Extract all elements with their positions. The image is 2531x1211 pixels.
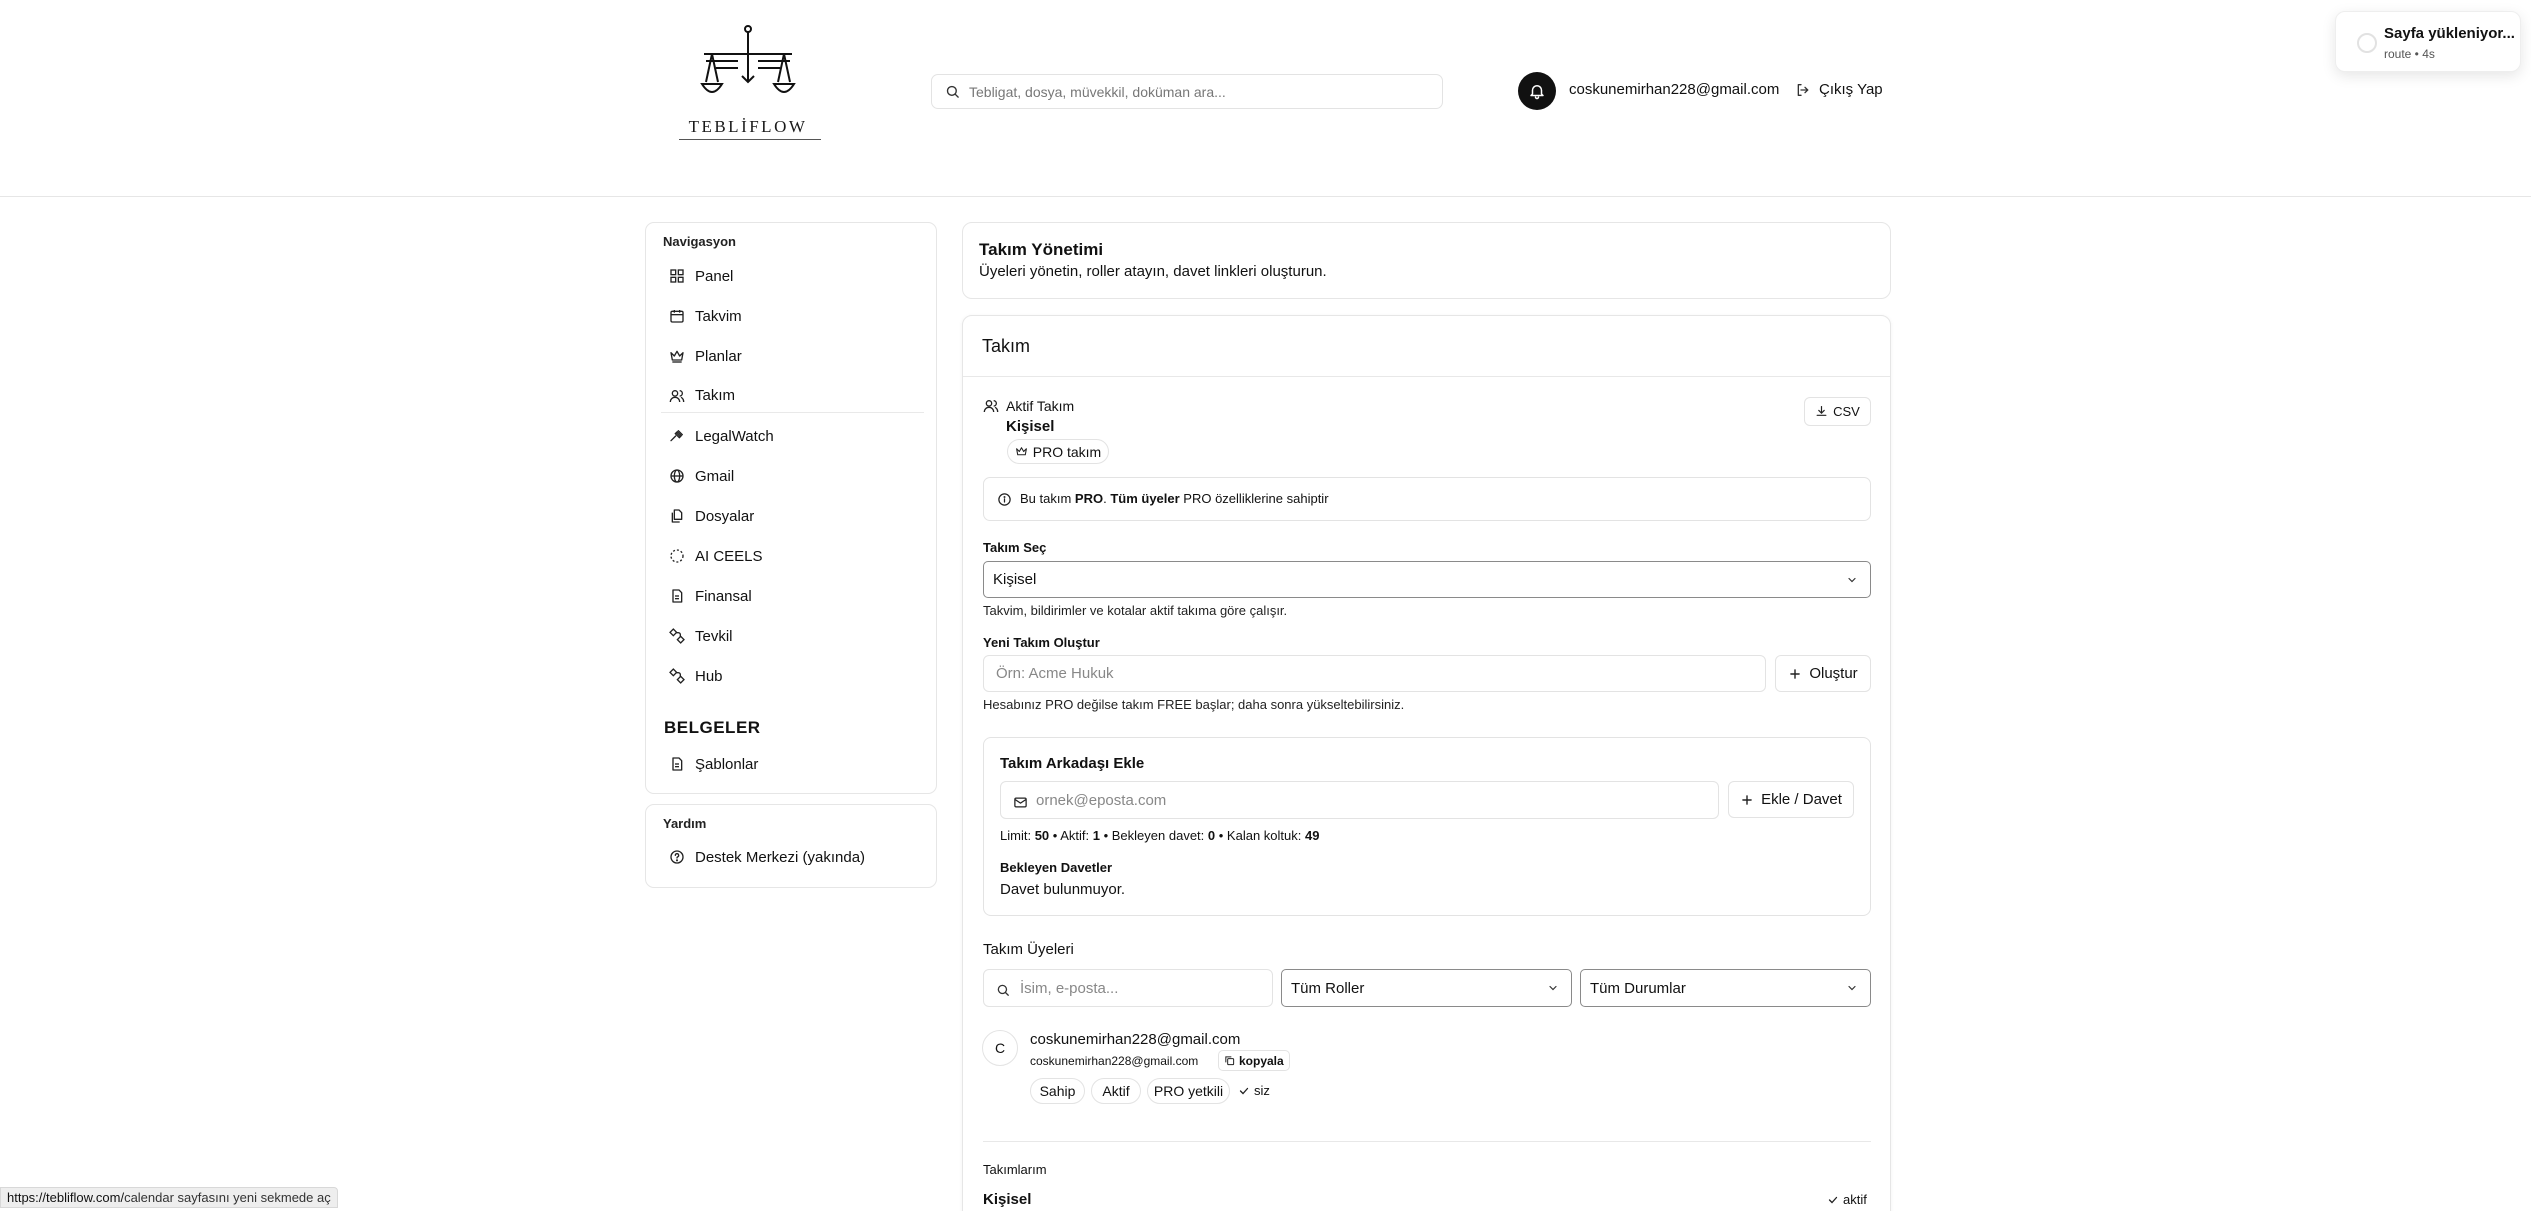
role-filter-value: Tüm Roller <box>1291 979 1365 997</box>
plus-icon <box>1740 793 1754 807</box>
my-teams-title: Takımlarım <box>983 1162 1047 1177</box>
team-select-hint: Takvim, bildirimler ve kotalar aktif takıma göre çalışır. <box>983 603 1288 618</box>
logo-text: TEBLİFLOW <box>688 117 808 136</box>
sidebar-item-takim[interactable] <box>661 379 924 413</box>
pending-invites-empty: Davet bulunmuyor. <box>1000 881 1126 898</box>
check-icon <box>1238 1085 1250 1097</box>
spinner-icon <box>2357 33 2377 53</box>
pro-team-badge <box>1007 439 1109 464</box>
notice-pro: PRO <box>1074 491 1104 506</box>
invite-button[interactable] <box>1728 781 1854 818</box>
member-search-placeholder: İsim, e-posta... <box>1020 979 1119 997</box>
notifications-button[interactable] <box>1518 72 1556 110</box>
sidebar-item-panel[interactable] <box>661 259 924 293</box>
mail-icon <box>1013 795 1028 810</box>
page-subtitle: Üyeleri yönetin, roller atayın, davet linkleri oluşturun. <box>979 263 1327 280</box>
download-icon <box>1815 405 1828 418</box>
grid-icon <box>669 268 685 284</box>
role-badge <box>1030 1078 1085 1104</box>
logo-underline <box>679 139 821 140</box>
sidebar-item-label: Planlar <box>695 347 742 365</box>
status-badge <box>1091 1078 1141 1104</box>
sidebar-item-label: Şablonlar <box>695 755 759 773</box>
sidebar-item-label: AI CEELS <box>695 547 763 565</box>
sidebar-item-sablonlar[interactable] <box>661 747 924 781</box>
pro-badge-label: PRO yetkili <box>1153 1083 1224 1099</box>
users-icon <box>669 388 685 404</box>
self-indicator <box>1238 1083 1270 1098</box>
pending-invites-title: Bekleyen Davetler <box>1000 860 1113 875</box>
limit-value: 50 <box>1034 828 1050 843</box>
sidebar-item-label: Tevkil <box>695 627 733 645</box>
active-label: Aktif: <box>1060 828 1090 843</box>
sidebar-item-label: Dosyalar <box>695 507 755 525</box>
active-team-label: Aktif Takım <box>1006 398 1075 414</box>
search-icon <box>945 84 960 99</box>
sidebar-item-finansal[interactable] <box>661 579 924 613</box>
crown-icon <box>669 348 685 364</box>
copy-icon <box>1224 1055 1235 1066</box>
notice-all: Tüm üyeler <box>1110 491 1180 506</box>
my-team-status-label: aktif <box>1843 1192 1867 1207</box>
sidebar-item-ai-ceels[interactable] <box>661 539 924 573</box>
sidebar-item-label: Finansal <box>695 587 752 605</box>
seats-value: 49 <box>1304 828 1320 843</box>
pending-label: Bekleyen davet: <box>1111 828 1205 843</box>
calendar-icon <box>669 308 685 324</box>
csv-export-button[interactable] <box>1804 397 1871 426</box>
help-section-title: Yardım <box>663 816 707 831</box>
sidebar-item-dosyalar[interactable] <box>661 499 924 533</box>
avatar <box>982 1030 1018 1066</box>
member-email: coskunemirhan228@gmail.com <box>1030 1054 1199 1068</box>
help-circle-icon <box>669 849 685 865</box>
sidebar-item-label: Hub <box>695 667 723 685</box>
logout-icon <box>1795 82 1811 98</box>
members-title: Takım Üyeleri <box>983 941 1074 958</box>
search-input[interactable]: Tebligat, dosya, müvekkil, doküman ara... <box>969 83 1226 100</box>
create-team-placeholder: Örn: Acme Hukuk <box>996 665 1114 682</box>
active-team-name: Kişisel <box>1006 418 1055 435</box>
copy-label: kopyala <box>1239 1053 1284 1068</box>
sidebar-item-hub[interactable] <box>661 659 924 693</box>
status-filter-select[interactable] <box>1580 969 1871 1007</box>
self-label: siz <box>1254 1083 1270 1098</box>
sidebar-item-legalwatch[interactable] <box>661 419 924 453</box>
loading-toast <box>2335 11 2521 72</box>
sidebar-item-destek[interactable] <box>661 840 924 874</box>
create-team-button[interactable] <box>1775 655 1871 692</box>
sidebar-item-gmail[interactable] <box>661 459 924 493</box>
chevron-down-icon <box>1846 574 1858 586</box>
logout-label: Çıkış Yap <box>1819 81 1883 98</box>
check-icon <box>1827 1194 1839 1206</box>
globe-icon <box>669 468 685 484</box>
create-team-input[interactable] <box>983 655 1766 692</box>
team-select-value: Kişisel <box>993 571 1037 588</box>
chevron-down-icon <box>1547 982 1559 994</box>
role-badge-label: Sahip <box>1039 1083 1076 1099</box>
files-icon <box>669 508 685 524</box>
invite-email-input[interactable] <box>1000 781 1719 819</box>
notice-prefix: Bu takım <box>1020 491 1075 506</box>
seats-label: Kalan koltuk: <box>1226 828 1302 843</box>
invite-email-placeholder: ornek@eposta.com <box>1036 791 1167 809</box>
toast-subtitle: route • 4s <box>2384 47 2435 61</box>
status-text: calendar sayfasını yeni sekmede aç <box>124 1190 331 1205</box>
create-team-button-label: Oluştur <box>1809 665 1858 682</box>
role-filter-select[interactable] <box>1281 969 1572 1007</box>
status-badge-label: Aktif <box>1102 1083 1130 1099</box>
create-team-label: Yeni Takım Oluştur <box>983 635 1100 650</box>
page-header-card <box>962 222 1891 299</box>
sidebar-item-label: Takvim <box>695 307 742 325</box>
gavel-icon <box>669 428 685 444</box>
limit-label: Limit: <box>1000 828 1032 843</box>
section-divider <box>983 1141 1871 1142</box>
team-card-title: Takım <box>982 336 1031 356</box>
crown-icon <box>1015 445 1028 458</box>
invite-title: Takım Arkadaşı Ekle <box>1000 755 1145 772</box>
workflow-icon <box>669 628 685 644</box>
create-team-hint: Hesabınız PRO değilse takım FREE başlar; daha sonra yükseltebilirsiniz. <box>983 697 1405 712</box>
sidebar-item-takvim[interactable] <box>661 299 924 333</box>
sidebar-item-label: Destek Merkezi (yakında) <box>695 848 866 866</box>
status-filter-value: Tüm Durumlar <box>1590 979 1686 997</box>
avatar-initial: C <box>994 1040 1006 1056</box>
file-text-icon <box>669 588 685 604</box>
nav-section-title: Navigasyon <box>663 234 736 249</box>
active-value: 1 <box>1092 828 1100 843</box>
info-icon <box>997 492 1012 507</box>
member-name: coskunemirhan228@gmail.com <box>1030 1031 1241 1048</box>
users-icon <box>983 398 999 414</box>
notice-dot: . <box>1103 491 1111 506</box>
toast-title: Sayfa yükleniyor... <box>2384 25 2515 42</box>
page-title: Takım Yönetimi <box>979 240 1104 259</box>
sidebar-item-label: Takım <box>695 387 736 404</box>
seat-stats: Limit: 50 • Aktif: 1 • Bekleyen davet: 0 • Kalan koltuk: 49 <box>1000 828 1320 843</box>
user-email: coskunemirhan228@gmail.com <box>1569 81 1780 98</box>
my-team-status <box>1827 1192 1867 1207</box>
team-select-label: Takım Seç <box>983 540 1047 555</box>
chevron-down-icon <box>1846 982 1858 994</box>
loader-icon <box>669 548 685 564</box>
sidebar-item-planlar[interactable] <box>661 339 924 373</box>
workflow-icon <box>669 668 685 684</box>
invite-button-label: Ekle / Davet <box>1761 791 1842 808</box>
top-header <box>0 0 2531 197</box>
sidebar-item-label: Gmail <box>695 467 735 485</box>
pending-value: 0 <box>1207 828 1216 843</box>
pro-notice-text <box>1020 491 1329 506</box>
pro-team-badge-label: PRO takım <box>1032 443 1102 460</box>
global-search[interactable] <box>931 74 1443 109</box>
search-icon <box>996 983 1010 997</box>
csv-export-label: CSV <box>1833 404 1860 419</box>
team-select[interactable] <box>983 561 1871 598</box>
pro-badge <box>1147 1078 1230 1104</box>
notice-suffix: PRO özelliklerine sahiptir <box>1179 491 1329 506</box>
plus-icon <box>1788 667 1802 681</box>
sidebar-item-tevkil[interactable] <box>661 619 924 653</box>
file-text-icon <box>669 756 685 772</box>
my-team-name[interactable]: Kişisel <box>983 1191 1032 1208</box>
copy-email-button[interactable] <box>1218 1050 1290 1071</box>
logout-button[interactable] <box>1795 81 1883 98</box>
member-search-input[interactable] <box>983 969 1273 1007</box>
sidebar-item-label: Panel <box>695 267 734 285</box>
sidebar-item-label: LegalWatch <box>695 427 774 445</box>
browser-status-bar <box>0 1187 338 1208</box>
status-host: https://tebliflow.com/ <box>7 1190 125 1205</box>
docs-section-title: BELGELER <box>664 718 761 737</box>
bell-icon <box>1528 82 1546 100</box>
card-divider <box>963 376 1890 377</box>
